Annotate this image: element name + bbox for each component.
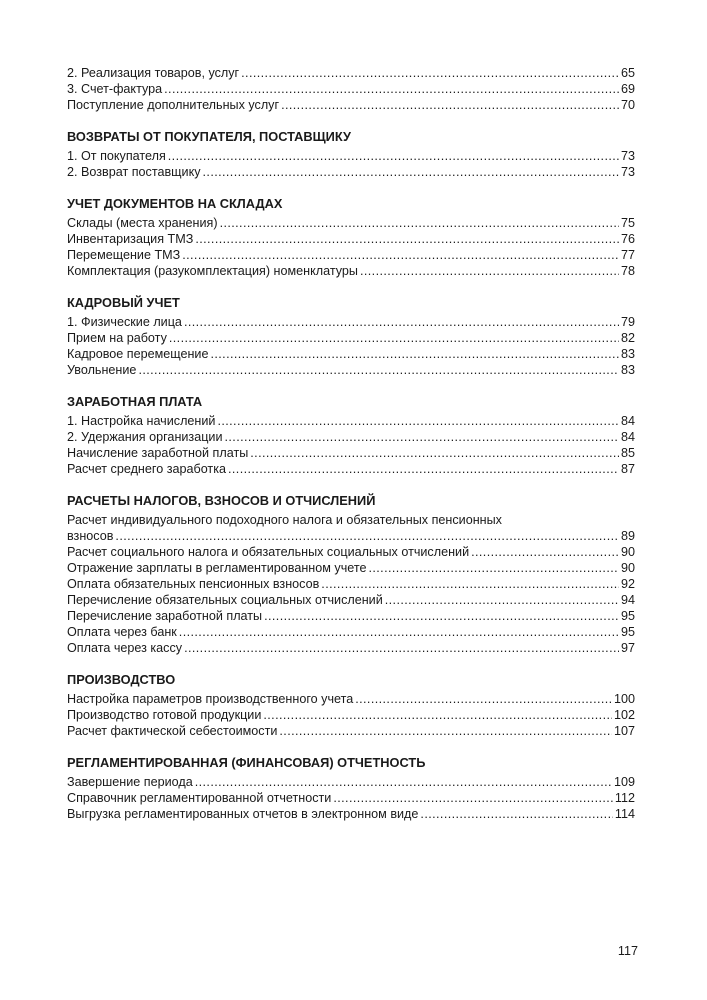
toc-entry-page: 82 — [620, 331, 635, 345]
toc-entry — [67, 528, 635, 544]
section-heading: РЕГЛАМЕНТИРОВАННАЯ (ФИНАНСОВАЯ) ОТЧЕТНОСТЬ — [67, 755, 426, 770]
toc-entry-page: 85 — [620, 446, 635, 460]
toc-entry-title: Завершение периода — [67, 775, 193, 789]
dot-leader — [164, 81, 619, 97]
dot-leader — [385, 592, 619, 608]
toc-entry — [67, 576, 635, 592]
toc-entry-page: 94 — [620, 593, 635, 607]
toc-entry-title: Прием на работу — [67, 331, 167, 345]
toc-entry-page: 75 — [620, 216, 635, 230]
section-heading: ЗАРАБОТНАЯ ПЛАТА — [67, 394, 203, 409]
toc-entry-page: 100 — [613, 692, 635, 706]
dot-leader — [333, 790, 613, 806]
dot-leader — [217, 413, 619, 429]
toc-entry — [67, 806, 635, 822]
toc-entry-title: Увольнение — [67, 363, 137, 377]
toc-entry — [67, 263, 635, 279]
toc-entry-title: 2. Удержания организации — [67, 430, 223, 444]
dot-leader — [263, 707, 612, 723]
toc-entry — [67, 314, 635, 330]
toc-entry-title: 1. От покупателя — [67, 149, 166, 163]
table-of-contents — [67, 65, 635, 822]
toc-entry-title: Начисление заработной платы — [67, 446, 249, 460]
dot-leader — [195, 231, 619, 247]
toc-entry-page: 69 — [620, 82, 635, 96]
toc-entry-title: взносов — [67, 529, 114, 543]
toc-entry — [67, 640, 635, 656]
section-heading: КАДРОВЫЙ УЧЕТ — [67, 295, 180, 310]
dot-leader — [195, 774, 612, 790]
toc-entry-title: Расчет фактической себестоимости — [67, 724, 278, 738]
toc-entry-title: Выгрузка регламентированных отчетов в электронном виде — [67, 807, 419, 821]
dot-leader — [168, 148, 619, 164]
toc-entry-page: 73 — [620, 149, 635, 163]
dot-leader — [241, 65, 619, 81]
dot-leader — [184, 314, 619, 330]
toc-entry — [67, 608, 635, 624]
dot-leader — [184, 640, 619, 656]
toc-entry-title: Склады (места хранения) — [67, 216, 218, 230]
toc-entry — [67, 691, 635, 707]
toc-entry-title: 1. Настройка начислений — [67, 414, 216, 428]
toc-entry — [67, 81, 635, 97]
dot-leader — [228, 461, 619, 477]
dot-leader — [225, 429, 619, 445]
toc-entry-title: 2. Реализация товаров, услуг — [67, 66, 240, 80]
toc-entry — [67, 624, 635, 640]
toc-entry-title: Перемещение ТМЗ — [67, 248, 181, 262]
toc-entry-page: 109 — [613, 775, 635, 789]
dot-leader — [115, 528, 619, 544]
toc-entry-title: Расчет социального налога и обязательных социальных отчислений — [67, 545, 470, 559]
dot-leader — [264, 608, 619, 624]
dot-leader — [220, 215, 619, 231]
toc-entry-page: 90 — [620, 561, 635, 575]
toc-entry-page: 83 — [620, 347, 635, 361]
toc-entry-title: Комплектация (разукомплектация) номенклатуры — [67, 264, 358, 278]
toc-entry-page: 84 — [620, 430, 635, 444]
toc-entry — [67, 346, 635, 362]
toc-entry — [67, 362, 635, 378]
toc-entry-page: 76 — [620, 232, 635, 246]
toc-entry-page: 107 — [613, 724, 635, 738]
toc-entry-title: Инвентаризация ТМЗ — [67, 232, 194, 246]
toc-entry — [67, 790, 635, 806]
toc-entry — [67, 445, 635, 461]
section-heading: УЧЕТ ДОКУМЕНТОВ НА СКЛАДАХ — [67, 196, 283, 211]
toc-entry-page: 87 — [620, 462, 635, 476]
toc-entry-title: Оплата через банк — [67, 625, 177, 639]
toc-entry — [67, 560, 635, 576]
toc-entry-page: 78 — [620, 264, 635, 278]
toc-entry-page: 73 — [620, 165, 635, 179]
toc-entry-page: 95 — [620, 625, 635, 639]
toc-entry-page: 112 — [614, 791, 635, 805]
toc-entry-page: 83 — [620, 363, 635, 377]
toc-entry-title: Расчет индивидуального подоходного налога и обязательных пенсионных — [67, 513, 502, 527]
dot-leader — [203, 164, 619, 180]
toc-entry-page: 70 — [620, 98, 635, 112]
section-heading: ВОЗВРАТЫ ОТ ПОКУПАТЕЛЯ, ПОСТАВЩИКУ — [67, 129, 351, 144]
dot-leader — [138, 362, 619, 378]
toc-entry — [67, 707, 635, 723]
dot-leader — [360, 263, 619, 279]
toc-entry-page: 77 — [620, 248, 635, 262]
toc-entry-page: 79 — [620, 315, 635, 329]
dot-leader — [355, 691, 612, 707]
toc-entry-title: Оплата через кассу — [67, 641, 183, 655]
toc-entry-page: 95 — [620, 609, 635, 623]
toc-entry — [67, 429, 635, 445]
toc-entry-title: Перечисление обязательных социальных отчислений — [67, 593, 383, 607]
toc-entry — [67, 774, 635, 790]
page-number: 117 — [617, 944, 638, 958]
dot-leader — [169, 330, 619, 346]
toc-entry — [67, 215, 635, 231]
section-heading: РАСЧЕТЫ НАЛОГОВ, ВЗНОСОВ И ОТЧИСЛЕНИЙ — [67, 493, 376, 508]
dot-leader — [210, 346, 619, 362]
toc-entry — [67, 592, 635, 608]
toc-entry-title: 2. Возврат поставщику — [67, 165, 201, 179]
toc-entry-title: Кадровое перемещение — [67, 347, 209, 361]
toc-entry — [67, 723, 635, 739]
toc-entry-page: 84 — [620, 414, 635, 428]
dot-leader — [279, 723, 612, 739]
dot-leader — [471, 544, 619, 560]
toc-entry-title: Настройка параметров производственного учета — [67, 692, 354, 706]
toc-entry — [67, 231, 635, 247]
toc-entry — [67, 164, 635, 180]
toc-entry — [67, 148, 635, 164]
toc-entry-title: Расчет среднего заработка — [67, 462, 226, 476]
dot-leader — [250, 445, 619, 461]
section-heading: ПРОИЗВОДСТВО — [67, 672, 176, 687]
dot-leader — [281, 97, 619, 113]
toc-entry-page: 102 — [613, 708, 635, 722]
toc-entry-title: 3. Счет-фактура — [67, 82, 163, 96]
toc-entry-title: Перечисление заработной платы — [67, 609, 263, 623]
toc-entry — [67, 247, 635, 263]
toc-entry-page: 89 — [620, 529, 635, 543]
toc-entry-title: Справочник регламентированной отчетности — [67, 791, 332, 805]
toc-entry-page: 90 — [620, 545, 635, 559]
toc-entry — [67, 512, 635, 528]
toc-entry-title: Отражение зарплаты в регламентированном учете — [67, 561, 367, 575]
toc-entry-title: Поступление дополнительных услуг — [67, 98, 280, 112]
toc-entry — [67, 97, 635, 113]
dot-leader — [321, 576, 619, 592]
toc-entry — [67, 461, 635, 477]
toc-entry-page: 114 — [614, 807, 635, 821]
toc-entry — [67, 544, 635, 560]
dot-leader — [420, 806, 613, 822]
dot-leader — [179, 624, 619, 640]
toc-entry-title: Производство готовой продукции — [67, 708, 262, 722]
toc-entry-title: Оплата обязательных пенсионных взносов — [67, 577, 320, 591]
toc-entry-page: 65 — [620, 66, 635, 80]
toc-entry-page: 97 — [620, 641, 635, 655]
toc-entry — [67, 65, 635, 81]
dot-leader — [182, 247, 619, 263]
toc-entry-title: 1. Физические лица — [67, 315, 182, 329]
dot-leader — [368, 560, 619, 576]
toc-entry — [67, 330, 635, 346]
toc-entry-page: 92 — [620, 577, 635, 591]
toc-entry — [67, 413, 635, 429]
